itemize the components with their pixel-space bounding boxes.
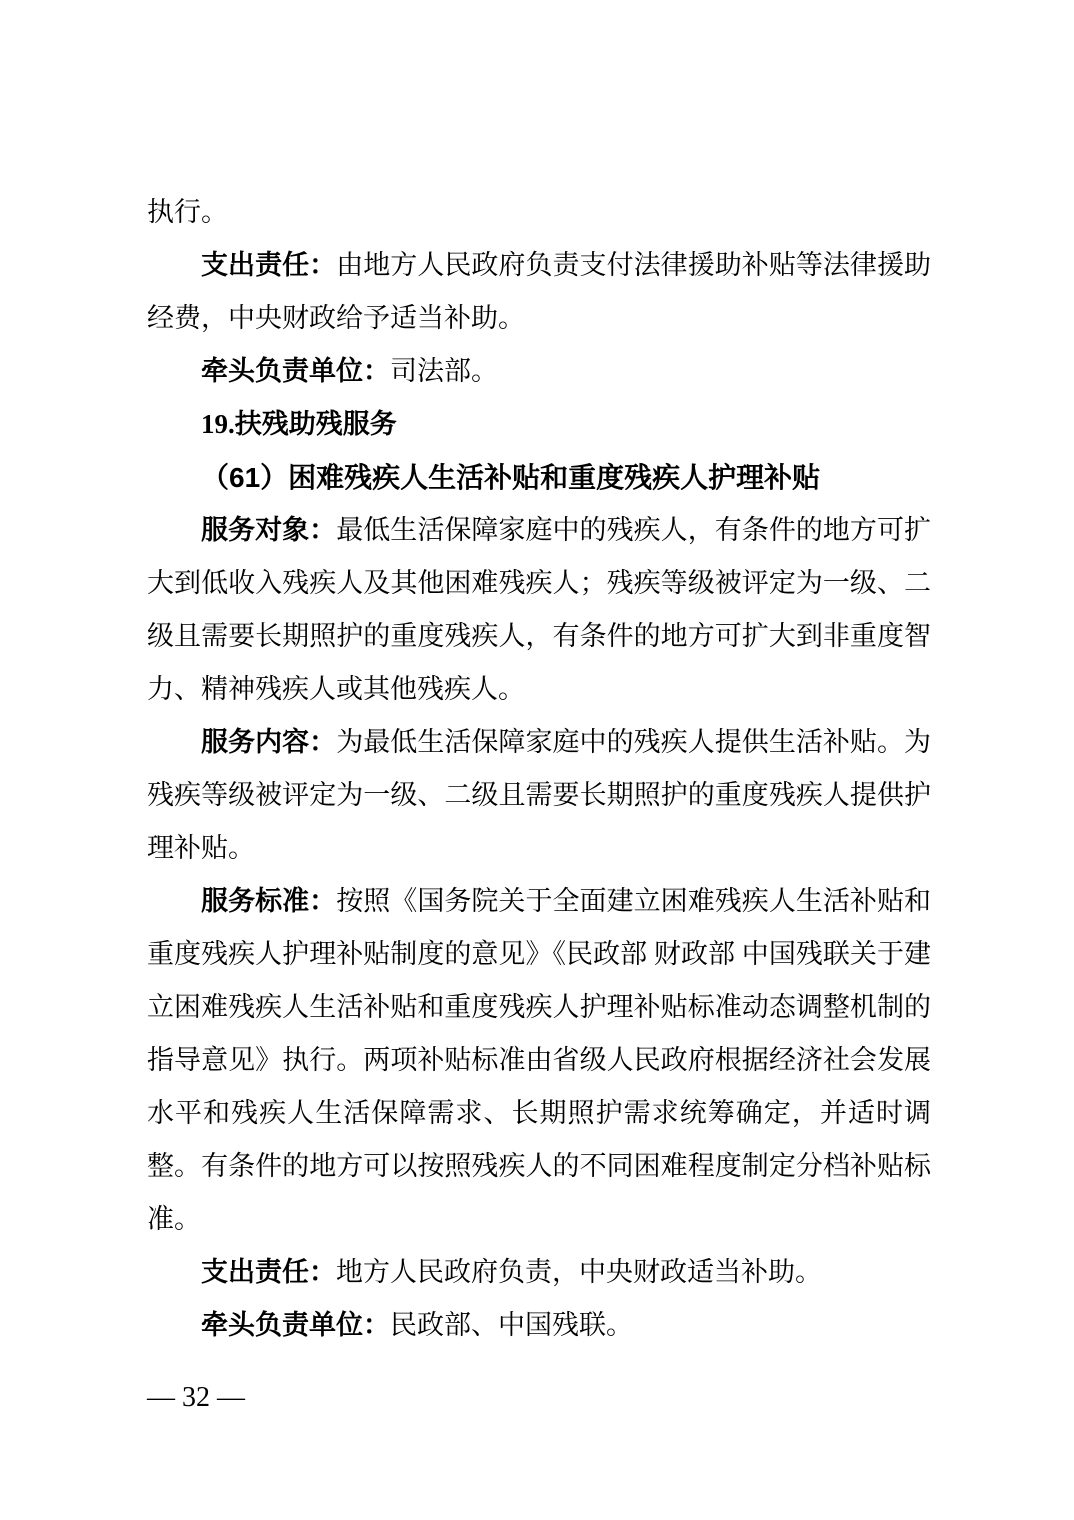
para-text: 最低生活保障家庭中的残疾人，有条件的地方可扩大到低收入残疾人及其他困难残疾人；残疾等级被评定为一级、二级且需要长期照护的重度残疾人，有条件的地方可扩大到非重度智力、精神残疾人或其他残疾人。 (147, 515, 932, 704)
label-service-content: 服务内容： (201, 727, 337, 757)
subsection-19-disability-services (147, 398, 931, 451)
heading-61-disability-subsidies (147, 451, 931, 504)
label-lead-unit: 牵头负责单位： (201, 1310, 390, 1340)
page-footer (147, 1371, 245, 1424)
heading-title: （61）困难残疾人生活补贴和重度残疾人护理补贴 (201, 462, 821, 493)
para-text: 司法部。 (390, 356, 498, 386)
para-execution-continuation (147, 186, 931, 239)
para-text: 执行。 (147, 197, 228, 227)
para-service-standard (147, 875, 931, 1246)
para-lead-unit-justice (147, 345, 931, 398)
para-text: 地方人民政府负责，中央财政适当补助。 (336, 1257, 822, 1287)
label-service-target: 服务对象： (201, 515, 337, 545)
para-text: 由地方人民政府负责支付法律援助补贴等法律援助经费，中央财政给予适当补助。 (147, 250, 932, 333)
content-area (147, 186, 931, 1352)
para-text: 为最低生活保障家庭中的残疾人提供生活补贴。为残疾等级被评定为一级、二级且需要长期照护的重度残疾人提供护理补贴。 (147, 727, 932, 863)
label-expenditure-responsibility: 支出责任： (201, 250, 337, 280)
page-number: — 32 — (147, 1382, 245, 1413)
para-text: 按照《国务院关于全面建立困难残疾人生活补贴和重度残疾人护理补贴制度的意见》《民政部 财政部 中国残联关于建立困难残疾人生活补贴和重度残疾人护理补贴标准动态调整机制的指导意见》执行。两项补贴标准由省级人民政府根据经济社会发展水平和残疾人生活保障需求、长期照护需求统筹确定，并适时调整。有条件的地方可以按照残疾人的不同困难程度制定分档补贴标准。 (147, 886, 932, 1234)
label-expenditure-responsibility: 支出责任： (201, 1257, 336, 1287)
para-text: 民政部、中国残联。 (390, 1310, 633, 1340)
label-service-standard: 服务标准： (201, 886, 337, 916)
para-expenditure-responsibility-legal-aid (147, 239, 931, 345)
para-expenditure-responsibility-subsidy (147, 1246, 931, 1299)
subsection-title: 19.扶残助残服务 (201, 409, 397, 439)
para-service-content (147, 716, 931, 875)
para-lead-unit-civil-affairs (147, 1299, 931, 1352)
label-lead-unit: 牵头负责单位： (201, 356, 390, 386)
para-service-target (147, 504, 931, 716)
